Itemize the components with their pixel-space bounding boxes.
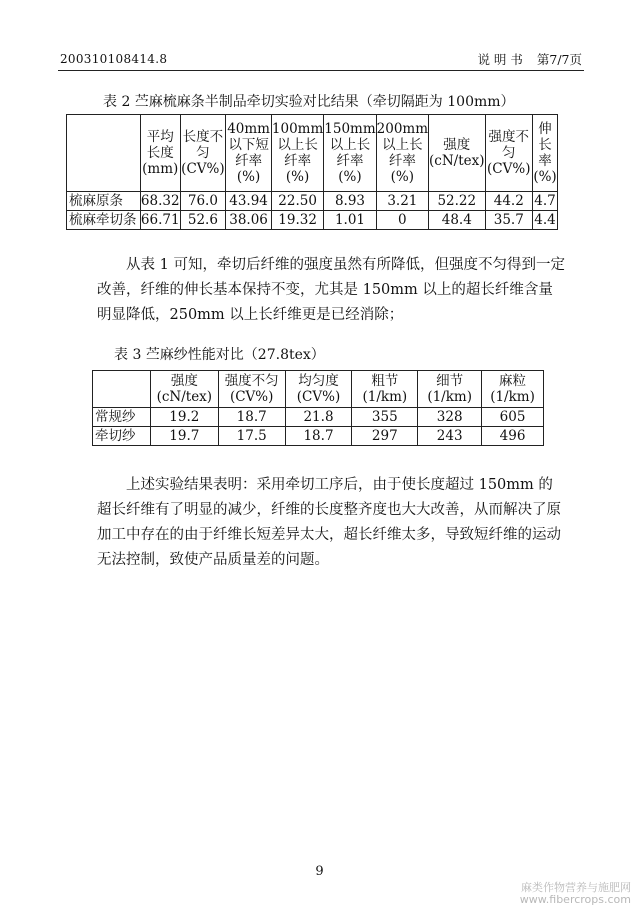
table3-header-cell: 麻粒 (1/km) — [482, 371, 544, 408]
table2 — [66, 114, 558, 230]
table-cell: 52.6 — [180, 211, 226, 230]
table-cell: 18.7 — [285, 427, 352, 446]
watermark-line1: 麻类作物营养与施肥网 — [521, 881, 631, 894]
table-row — [93, 408, 544, 427]
application-number: 200310108414.8 — [60, 52, 168, 66]
table-cell: 297 — [352, 427, 418, 446]
page-number: 9 — [315, 864, 324, 879]
table2-header-cell: 伸 长 率 (%) — [533, 115, 558, 192]
page-label: 第7/7页 — [536, 52, 582, 67]
table-cell: 18.7 — [218, 408, 285, 427]
header-right — [467, 50, 582, 68]
table-cell: 19.32 — [271, 211, 323, 230]
table-row — [93, 427, 544, 446]
table-cell: 17.5 — [218, 427, 285, 446]
table-cell: 19.7 — [150, 427, 218, 446]
table-cell: 0 — [376, 211, 428, 230]
table-cell: 1.01 — [324, 211, 376, 230]
table2-header-cell: 强度不 匀 (CV%) — [485, 115, 533, 192]
table-cell: 496 — [482, 427, 544, 446]
table3-header-cell: 均匀度 (CV%) — [285, 371, 352, 408]
table3-header-cell: 粗节 (1/km) — [352, 371, 418, 408]
row-label: 梳麻原条 — [67, 192, 141, 211]
table-cell: 3.21 — [376, 192, 428, 211]
table-row — [67, 211, 558, 230]
table-cell: 43.94 — [226, 192, 272, 211]
table-row — [67, 192, 558, 211]
watermark — [520, 882, 631, 906]
table-cell: 355 — [352, 408, 418, 427]
table-cell: 44.2 — [485, 192, 533, 211]
table-cell: 52.22 — [429, 192, 485, 211]
table-cell: 19.2 — [150, 408, 218, 427]
doc-type: 说 明 书 — [477, 52, 523, 67]
table2-header-cell: 平均 长度 (mm) — [140, 115, 180, 192]
paragraph-table1-conclusion: 从表 1 可知，牵切后纤维的强度虽然有所降低，但强度不匀得到一定改善，纤维的伸长基本保持不变，尤其是 150mm 以上的超长纤维含量明显降低，250mm 以上长纤维更是已经消除； — [97, 256, 565, 323]
paragraph-experiment-conclusion: 上述实验结果表明：采用牵切工序后，由于使长度超过 150mm 的超长纤维有了明显的减少，纤维的长度整齐度也大大改善，从而解决了原加工中存在的由于纤维长短差异太大，超长纤维太多，导致短纤维的运动无法控制，致使产品质量差的问题。 — [97, 476, 561, 568]
header-rule — [58, 70, 584, 71]
table3-header-cell: 细节 (1/km) — [418, 371, 482, 408]
table-cell: 4.4 — [534, 212, 556, 228]
table2-header-cell: 长度不 匀 (CV%) — [180, 115, 226, 192]
row-label: 常规纱 — [93, 408, 151, 427]
table3-header-cell: 强度不匀 (CV%) — [218, 371, 285, 408]
table-cell: 243 — [418, 427, 482, 446]
table2-caption: 表 2 苎麻梳麻条半制品牵切实验对比结果（牵切隔距为 100mm） — [103, 94, 515, 110]
table2-header-cell: 100mm 以上长 纤率 (%) — [271, 115, 323, 192]
table-cell: 38.06 — [226, 211, 272, 230]
table3 — [92, 370, 544, 446]
table-cell: 35.7 — [485, 211, 533, 230]
table-cell: 48.4 — [429, 211, 485, 230]
table-cell: 21.8 — [285, 408, 352, 427]
table2-header-cell: 40mm 以下短 纤率 (%) — [226, 115, 272, 192]
table3-caption: 表 3 苎麻纱性能对比（27.8tex） — [114, 347, 325, 363]
table-cell: 605 — [482, 408, 544, 427]
row-label: 梳麻牵切条 — [67, 211, 141, 230]
table3-header-cell — [93, 371, 151, 408]
table-cell: 8.93 — [324, 192, 376, 211]
table3-header-cell: 强度 (cN/tex) — [150, 371, 218, 408]
table-cell: 66.71 — [140, 212, 180, 228]
table2-header-cell: 200mm 以上长 纤率 (%) — [376, 115, 428, 192]
table-cell: 22.50 — [271, 192, 323, 211]
table-cell: 76.0 — [180, 192, 226, 211]
table3-header-row — [93, 371, 544, 408]
table-cell: 68.32 — [140, 193, 180, 209]
table2-header-cell: 150mm 以上长 纤率 (%) — [324, 115, 376, 192]
table-cell: 328 — [418, 408, 482, 427]
table-cell: 4.7 — [534, 193, 556, 209]
table2-header-row — [67, 115, 558, 192]
watermark-line2: www.fibercrops.com — [519, 893, 631, 906]
table2-header-cell — [67, 115, 141, 192]
row-label: 牵切纱 — [93, 427, 151, 446]
table2-header-cell: 强度 (cN/tex) — [429, 115, 485, 192]
